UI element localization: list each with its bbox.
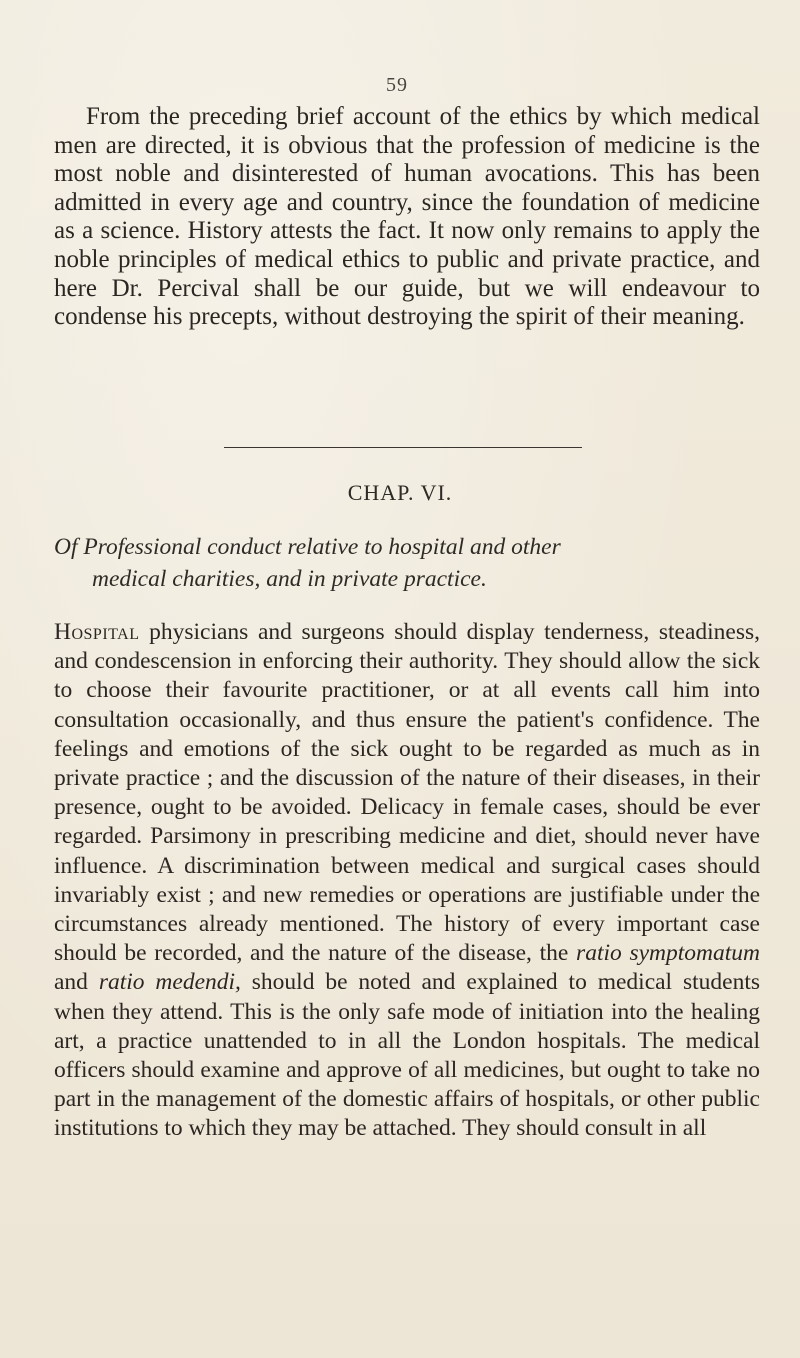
chapter-subtitle-line-2: medical charities, and in private practice. xyxy=(92,566,487,592)
body-text-segment-c: should be noted and explained to medical students when they attend. This is the only safe mode of initiation into the healing art, a practice unattended to in all the London hospitals. The medical officers should examine and approve of all medicines, but ought to take no part in the management of the domestic affairs of hospitals, or other public institutions to which they may be attached. They should consult in all xyxy=(54,969,760,1142)
body-text-segment-a: physicians and surgeons should display tenderness, steadiness, and condescension in enforcing their authority. They should allow the sick to choose their favourite practitioner, or at all events call him into consultation occasionally, and thus ensure the patient's confidence. The feelings and emotions of the sick ought to be regarded as much as in private practice ; and the discussion of the nature of their diseases, in their presence, ought to be avoided. Delicacy in female cases, should be ever regarded. Parsimony in prescribing medicine and diet, should never have influence. A discrimination between medical and surgical cases should invariably exist ; and new remedies or operations are justifiable under the circumstances already mentioned. The history of every important case should be recorded, and the nature of the disease, the xyxy=(54,619,760,967)
page-number: 59 xyxy=(386,74,408,96)
body-italic-ratio-symptomatum: ratio symptomatum xyxy=(576,940,760,967)
body-italic-ratio-medendi: ratio medendi, xyxy=(98,969,241,996)
body-paragraph-text xyxy=(54,618,760,1144)
chapter-subtitle xyxy=(54,531,760,595)
chapter-heading: CHAP. VI. xyxy=(347,480,453,505)
intro-paragraph xyxy=(54,103,760,332)
body-text-segment-b: and xyxy=(54,969,99,996)
section-divider xyxy=(224,447,582,448)
intro-paragraph-text: From the preceding brief account of the ethics by which medical men are directed, it is obvious that the profession of medicine is the most noble and disinterested of human avocations. This has been admitted in every age and country, since the foundation of medicine as a science. History attests the fact. It now only remains to apply the noble principles of medical ethics to public and private practice, and here Dr. Percival shall be our guide, but we will endeavour to condense his precepts, without destroying the spirit of their meaning. xyxy=(54,103,760,331)
chapter-subtitle-line-1: Of Professional conduct relative to hospital and other xyxy=(54,534,561,560)
body-paragraph xyxy=(54,618,760,1144)
body-lead-word: Hospital xyxy=(54,619,140,645)
